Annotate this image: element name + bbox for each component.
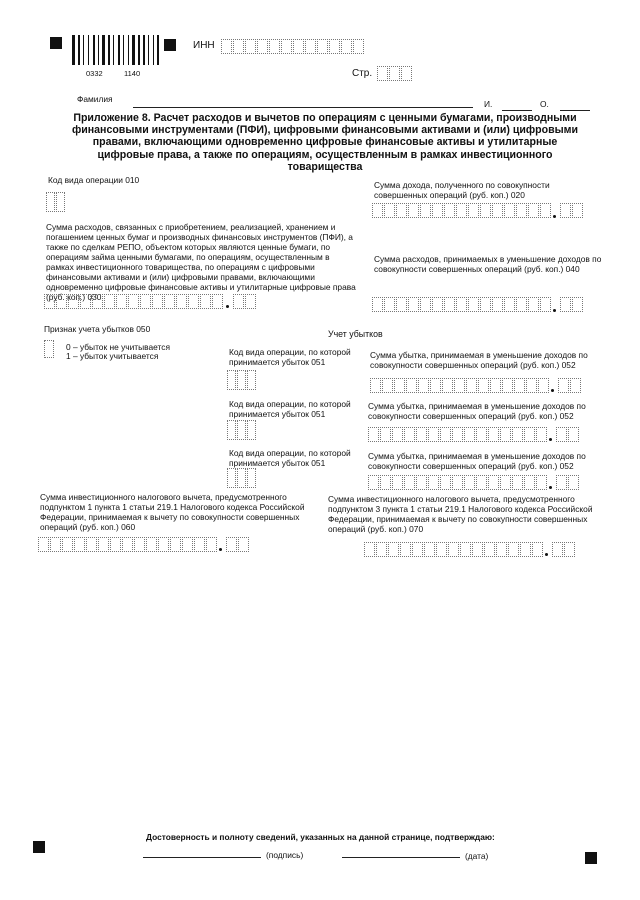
input-cell[interactable] bbox=[227, 370, 236, 390]
input-cell[interactable] bbox=[56, 192, 65, 212]
input-cell[interactable] bbox=[377, 66, 388, 81]
input-cell[interactable] bbox=[152, 294, 163, 309]
input-cell[interactable] bbox=[226, 537, 237, 552]
input-cell[interactable] bbox=[558, 378, 569, 393]
input-cell[interactable] bbox=[444, 203, 455, 218]
input-cell[interactable] bbox=[62, 537, 73, 552]
input-cell[interactable] bbox=[460, 542, 471, 557]
input-cell[interactable] bbox=[245, 294, 256, 309]
input-cell[interactable] bbox=[237, 370, 246, 390]
loss-section-title: Учет убытков bbox=[328, 329, 383, 339]
input-cell[interactable] bbox=[454, 378, 465, 393]
corner-marker-top-right bbox=[164, 39, 176, 51]
input-cell[interactable] bbox=[372, 203, 383, 218]
input-cell[interactable] bbox=[440, 427, 451, 442]
corner-marker-bottom-right bbox=[585, 852, 597, 864]
input-cell[interactable] bbox=[56, 294, 67, 309]
initial-i-field[interactable] bbox=[502, 110, 532, 111]
input-cell[interactable] bbox=[247, 370, 256, 390]
input-cell[interactable] bbox=[432, 297, 443, 312]
input-cell[interactable] bbox=[572, 297, 583, 312]
input-cell[interactable] bbox=[568, 427, 579, 442]
field-050-input[interactable] bbox=[44, 340, 54, 358]
input-cell[interactable] bbox=[428, 475, 439, 490]
input-cell[interactable] bbox=[247, 420, 256, 440]
input-cell[interactable] bbox=[516, 297, 527, 312]
input-cell[interactable] bbox=[468, 203, 479, 218]
input-cell[interactable] bbox=[472, 542, 483, 557]
barcode-number-left: 0332 bbox=[86, 69, 103, 78]
field-051-label: Код вида операции, по которой принимается убыток 051 bbox=[229, 399, 351, 419]
input-cell[interactable] bbox=[353, 39, 364, 54]
input-cell[interactable] bbox=[490, 378, 501, 393]
input-cell[interactable] bbox=[380, 427, 391, 442]
decimal-point bbox=[553, 309, 556, 312]
initial-i-label: И. bbox=[484, 99, 493, 109]
barcode bbox=[72, 35, 160, 65]
input-cell[interactable] bbox=[480, 203, 491, 218]
input-cell[interactable] bbox=[389, 66, 400, 81]
input-cell[interactable] bbox=[317, 39, 328, 54]
input-cell[interactable] bbox=[440, 475, 451, 490]
input-cell[interactable] bbox=[104, 294, 115, 309]
input-cell[interactable] bbox=[182, 537, 193, 552]
input-cell[interactable] bbox=[200, 294, 211, 309]
field-020-label: Сумма дохода, полученного по совокупности совершенных операций (руб. коп.) 020 bbox=[374, 180, 550, 200]
page-number-field[interactable] bbox=[377, 66, 413, 81]
input-cell[interactable] bbox=[424, 542, 435, 557]
field-051-input[interactable] bbox=[227, 468, 257, 488]
input-cell[interactable] bbox=[420, 203, 431, 218]
input-cell[interactable] bbox=[238, 537, 249, 552]
input-cell[interactable] bbox=[233, 39, 244, 54]
field-060-kop[interactable] bbox=[226, 537, 250, 552]
field-052-label: Сумма убытка, принимаемая в уменьшение доходов по совокупности совершенных операций (руб. коп.) 052 bbox=[368, 401, 586, 421]
input-cell[interactable] bbox=[526, 378, 537, 393]
field-052-rub[interactable] bbox=[368, 475, 548, 490]
input-cell[interactable] bbox=[237, 420, 246, 440]
field-051-label: Код вида операции, по которой принимается убыток 051 bbox=[229, 347, 351, 367]
corner-marker-bottom-left bbox=[33, 841, 45, 853]
input-cell[interactable] bbox=[468, 297, 479, 312]
input-cell[interactable] bbox=[416, 427, 427, 442]
field-052-rub[interactable] bbox=[368, 427, 548, 442]
input-cell[interactable] bbox=[68, 294, 79, 309]
input-cell[interactable] bbox=[492, 203, 503, 218]
input-cell[interactable] bbox=[456, 297, 467, 312]
input-cell[interactable] bbox=[212, 294, 223, 309]
field-050-label: Признак учета убытков 050 bbox=[44, 324, 151, 334]
input-cell[interactable] bbox=[502, 378, 513, 393]
signature-field[interactable] bbox=[143, 857, 261, 858]
input-cell[interactable] bbox=[556, 475, 567, 490]
input-cell[interactable] bbox=[496, 542, 507, 557]
field-030-kop[interactable] bbox=[233, 294, 257, 309]
input-cell[interactable] bbox=[38, 537, 49, 552]
input-cell[interactable] bbox=[464, 427, 475, 442]
input-cell[interactable] bbox=[420, 297, 431, 312]
input-cell[interactable] bbox=[50, 537, 61, 552]
input-cell[interactable] bbox=[572, 203, 583, 218]
input-cell[interactable] bbox=[476, 475, 487, 490]
input-cell[interactable] bbox=[237, 468, 246, 488]
input-cell[interactable] bbox=[466, 378, 477, 393]
field-020-rub[interactable] bbox=[372, 203, 552, 218]
input-cell[interactable] bbox=[206, 537, 217, 552]
input-cell[interactable] bbox=[556, 427, 567, 442]
input-cell[interactable] bbox=[392, 475, 403, 490]
input-cell[interactable] bbox=[484, 542, 495, 557]
input-cell[interactable] bbox=[520, 542, 531, 557]
input-cell[interactable] bbox=[514, 378, 525, 393]
input-cell[interactable] bbox=[98, 537, 109, 552]
input-cell[interactable] bbox=[412, 542, 423, 557]
input-cell[interactable] bbox=[372, 297, 383, 312]
input-cell[interactable] bbox=[536, 475, 547, 490]
field-050-option-0: 0 – убыток не учитывается bbox=[66, 342, 171, 352]
field-052-kop[interactable] bbox=[556, 475, 580, 490]
input-cell[interactable] bbox=[245, 39, 256, 54]
input-cell[interactable] bbox=[384, 297, 395, 312]
input-cell[interactable] bbox=[488, 475, 499, 490]
input-cell[interactable] bbox=[158, 537, 169, 552]
input-cell[interactable] bbox=[86, 537, 97, 552]
input-cell[interactable] bbox=[122, 537, 133, 552]
corner-marker-top-left bbox=[50, 37, 62, 49]
input-cell[interactable] bbox=[404, 427, 415, 442]
input-cell[interactable] bbox=[540, 203, 551, 218]
input-cell[interactable] bbox=[568, 475, 579, 490]
input-cell[interactable] bbox=[508, 542, 519, 557]
input-cell[interactable] bbox=[396, 297, 407, 312]
input-cell[interactable] bbox=[116, 294, 127, 309]
input-cell[interactable] bbox=[552, 542, 563, 557]
date-label: (дата) bbox=[465, 851, 489, 861]
input-cell[interactable] bbox=[380, 475, 391, 490]
decimal-point bbox=[549, 438, 552, 441]
input-cell[interactable] bbox=[140, 294, 151, 309]
input-cell[interactable] bbox=[247, 468, 256, 488]
input-cell[interactable] bbox=[570, 378, 581, 393]
input-cell[interactable] bbox=[370, 378, 381, 393]
input-cell[interactable] bbox=[528, 297, 539, 312]
field-040-rub[interactable] bbox=[372, 297, 552, 312]
input-cell[interactable] bbox=[540, 297, 551, 312]
decimal-point bbox=[553, 215, 556, 218]
input-cell[interactable] bbox=[452, 427, 463, 442]
input-cell[interactable] bbox=[194, 537, 205, 552]
input-cell[interactable] bbox=[341, 39, 352, 54]
barcode-number-right: 1140 bbox=[124, 69, 141, 78]
input-cell[interactable] bbox=[444, 297, 455, 312]
decimal-point bbox=[545, 553, 548, 556]
input-cell[interactable] bbox=[376, 542, 387, 557]
confirmation-text: Достоверность и полноту сведений, указанных на данной странице, подтверждаю: bbox=[146, 832, 495, 842]
input-cell[interactable] bbox=[560, 203, 571, 218]
decimal-point bbox=[551, 389, 554, 392]
input-cell[interactable] bbox=[524, 427, 535, 442]
inn-label: ИНН bbox=[193, 40, 215, 51]
field-030-rub[interactable] bbox=[44, 294, 224, 309]
input-cell[interactable] bbox=[384, 203, 395, 218]
input-cell[interactable] bbox=[478, 378, 489, 393]
field-052-label: Сумма убытка, принимаемая в уменьшение доходов по совокупности совершенных операций (руб. коп.) 052 bbox=[370, 350, 588, 370]
input-cell[interactable] bbox=[516, 203, 527, 218]
input-cell[interactable] bbox=[512, 475, 523, 490]
input-cell[interactable] bbox=[394, 378, 405, 393]
input-cell[interactable] bbox=[428, 427, 439, 442]
decimal-point bbox=[219, 548, 222, 551]
input-cell[interactable] bbox=[408, 297, 419, 312]
input-cell[interactable] bbox=[227, 420, 236, 440]
input-cell[interactable] bbox=[170, 537, 181, 552]
field-052-kop[interactable] bbox=[556, 427, 580, 442]
input-cell[interactable] bbox=[400, 542, 411, 557]
input-cell[interactable] bbox=[134, 537, 145, 552]
input-cell[interactable] bbox=[432, 203, 443, 218]
input-cell[interactable] bbox=[146, 537, 157, 552]
input-cell[interactable] bbox=[406, 378, 417, 393]
input-cell[interactable] bbox=[538, 378, 549, 393]
input-cell[interactable] bbox=[396, 203, 407, 218]
field-050-option-1: 1 – убыток учитывается bbox=[66, 351, 159, 361]
input-cell[interactable] bbox=[221, 39, 232, 54]
surname-field[interactable] bbox=[133, 107, 473, 108]
input-cell[interactable] bbox=[368, 427, 379, 442]
input-cell[interactable] bbox=[188, 294, 199, 309]
input-cell[interactable] bbox=[293, 39, 304, 54]
input-cell[interactable] bbox=[233, 294, 244, 309]
input-cell[interactable] bbox=[388, 542, 399, 557]
input-cell[interactable] bbox=[500, 475, 511, 490]
input-cell[interactable] bbox=[110, 537, 121, 552]
input-cell[interactable] bbox=[504, 203, 515, 218]
input-cell[interactable] bbox=[560, 297, 571, 312]
input-cell[interactable] bbox=[442, 378, 453, 393]
input-cell[interactable] bbox=[329, 39, 340, 54]
input-cell[interactable] bbox=[456, 203, 467, 218]
input-cell[interactable] bbox=[536, 427, 547, 442]
field-040-kop[interactable] bbox=[560, 297, 584, 312]
input-cell[interactable] bbox=[528, 203, 539, 218]
input-cell[interactable] bbox=[44, 294, 55, 309]
surname-label: Фамилия bbox=[77, 94, 113, 104]
input-cell[interactable] bbox=[408, 203, 419, 218]
field-051-input[interactable] bbox=[227, 420, 257, 440]
page-title: Приложение 8. Расчет расходов и вычетов по операциям с ценными бумагами, производными финансовыми инструментами (ПФИ), цифровыми финансовыми активами и (или) цифровыми правами, включающими одновременно цифровые финансовые активы и утилитарные цифровые права, а также по операциям, осуществленным в рамках инвестиционного товарищества bbox=[71, 112, 579, 173]
signature-label: (подпись) bbox=[266, 850, 304, 860]
field-051-input[interactable] bbox=[227, 370, 257, 390]
input-cell[interactable] bbox=[281, 39, 292, 54]
input-cell[interactable] bbox=[392, 427, 403, 442]
input-cell[interactable] bbox=[401, 66, 412, 81]
field-060-rub[interactable] bbox=[38, 537, 218, 552]
input-cell[interactable] bbox=[257, 39, 268, 54]
input-cell[interactable] bbox=[564, 542, 575, 557]
inn-field[interactable] bbox=[221, 39, 365, 54]
input-cell[interactable] bbox=[227, 468, 236, 488]
input-cell[interactable] bbox=[436, 542, 447, 557]
input-cell[interactable] bbox=[418, 378, 429, 393]
input-cell[interactable] bbox=[488, 427, 499, 442]
input-cell[interactable] bbox=[532, 542, 543, 557]
input-cell[interactable] bbox=[364, 542, 375, 557]
decimal-point bbox=[226, 305, 229, 308]
input-cell[interactable] bbox=[500, 427, 511, 442]
input-cell[interactable] bbox=[128, 294, 139, 309]
field-070-rub[interactable] bbox=[364, 542, 544, 557]
input-cell[interactable] bbox=[305, 39, 316, 54]
input-cell[interactable] bbox=[504, 297, 515, 312]
input-cell[interactable] bbox=[480, 297, 491, 312]
field-030-label: Сумма расходов, связанных с приобретением, реализацией, хранением и погашением ценных бумаг и производных финансовых инструментов (ПФИ), а также по сделкам РЕПО, объектом которых являются ценные бумаги, по операциям займа ценными бумагами, по операциям, осуществленным в рамках инвестиционного товарищества, по операциям с цифровыми финансовыми активами и (или) цифровыми правами, включающими одновременно цифровые финансовые активы и утилитарные цифровые права (руб. коп.) 030 bbox=[46, 222, 356, 302]
input-cell[interactable] bbox=[74, 537, 85, 552]
input-cell[interactable] bbox=[176, 294, 187, 309]
input-cell[interactable] bbox=[382, 378, 393, 393]
decimal-point bbox=[549, 486, 552, 489]
date-field[interactable] bbox=[342, 857, 460, 858]
input-cell[interactable] bbox=[452, 475, 463, 490]
input-cell[interactable] bbox=[464, 475, 475, 490]
input-cell[interactable] bbox=[448, 542, 459, 557]
field-010-input[interactable] bbox=[46, 192, 66, 212]
page-label: Стр. bbox=[352, 68, 373, 79]
field-040-label: Сумма расходов, принимаемых в уменьшение доходов по совокупности совершенных операций (руб. коп.) 040 bbox=[374, 254, 602, 274]
input-cell[interactable] bbox=[46, 192, 55, 212]
input-cell[interactable] bbox=[92, 294, 103, 309]
field-052-label: Сумма убытка, принимаемая в уменьшение доходов по совокупности совершенных операций (руб. коп.) 052 bbox=[368, 451, 586, 471]
field-010-label: Код вида операции 010 bbox=[48, 175, 140, 185]
input-cell[interactable] bbox=[269, 39, 280, 54]
initial-o-label: О. bbox=[540, 99, 549, 109]
input-cell[interactable] bbox=[368, 475, 379, 490]
input-cell[interactable] bbox=[80, 294, 91, 309]
field-052-kop[interactable] bbox=[558, 378, 582, 393]
input-cell[interactable] bbox=[492, 297, 503, 312]
input-cell[interactable] bbox=[512, 427, 523, 442]
field-070-label: Сумма инвестиционного налогового вычета, предусмотренного подпунктом 3 пункта 1 статьи 219.1 Налогового кодекса Российской Федерации, принимаемая к вычету по совокупности совершенных операций (руб. коп.) 070 bbox=[328, 494, 593, 534]
input-cell[interactable] bbox=[164, 294, 175, 309]
input-cell[interactable] bbox=[416, 475, 427, 490]
field-070-kop[interactable] bbox=[552, 542, 576, 557]
input-cell[interactable] bbox=[430, 378, 441, 393]
input-cell[interactable] bbox=[476, 427, 487, 442]
input-cell[interactable] bbox=[524, 475, 535, 490]
field-020-kop[interactable] bbox=[560, 203, 584, 218]
field-051-label: Код вида операции, по которой принимается убыток 051 bbox=[229, 448, 351, 468]
initial-o-field[interactable] bbox=[560, 110, 590, 111]
field-052-rub[interactable] bbox=[370, 378, 550, 393]
field-060-label: Сумма инвестиционного налогового вычета, предусмотренного подпунктом 1 пункта 1 статьи 219.1 Налогового кодекса Российской Федерации, принимаемая к вычету по совокупности совершенных операций (руб. коп.) 060 bbox=[40, 492, 305, 532]
input-cell[interactable] bbox=[404, 475, 415, 490]
